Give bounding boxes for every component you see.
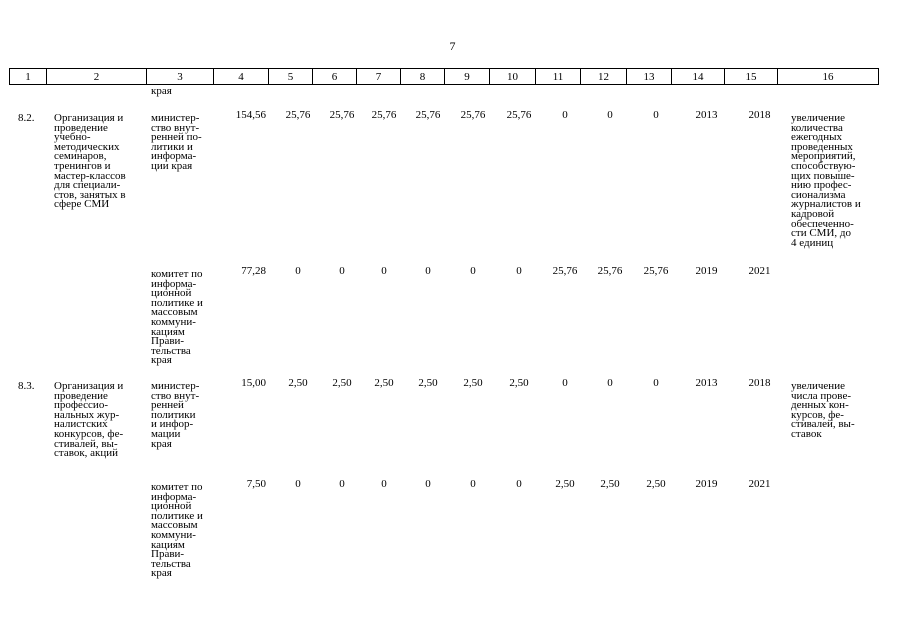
start-year: 2013 [695, 109, 718, 121]
column-header-11: 11 [536, 69, 581, 85]
year-value: 0 [562, 109, 568, 121]
activity-title-line: учебно- [54, 131, 91, 144]
end-year: 2021 [748, 265, 771, 277]
executor-line: края [151, 437, 172, 450]
executor-line: массовым [151, 519, 198, 532]
expected-result-line: стивалей, вы- [791, 418, 855, 431]
expected-result [791, 382, 879, 440]
executor [151, 114, 217, 172]
expected-result-line: сти СМИ, до [791, 227, 851, 240]
year-value: 2,50 [418, 377, 438, 389]
executor-line: министер- [151, 112, 200, 124]
column-header-4: 4 [214, 69, 269, 85]
executor-line: и инфор- [151, 418, 194, 431]
column-header-3: 3 [147, 69, 214, 85]
executor [151, 270, 217, 366]
year-value: 0 [381, 265, 387, 277]
activity-title-line: конкурсов, фе- [54, 427, 124, 440]
year-value: 25,76 [643, 265, 669, 277]
year-value: 2,50 [509, 377, 529, 389]
column-header-row [9, 68, 879, 85]
executor-line: комитет по [151, 268, 203, 280]
activity-title-line: проведение [54, 389, 108, 402]
executor-line: информа- [151, 150, 197, 163]
expected-result-line: обеспеченно- [791, 217, 854, 230]
activity-title-line: стивалей, вы- [54, 437, 118, 450]
activity-title-line: ставок, акций [54, 447, 119, 460]
total-amount: 15,00 [241, 377, 266, 389]
column-header-6: 6 [313, 69, 357, 85]
executor-line: литики и [151, 140, 193, 153]
year-value: 0 [562, 377, 568, 389]
activity-title-line: тренингов и [54, 159, 111, 172]
year-value: 0 [381, 478, 387, 490]
executor-line: мации [151, 427, 181, 440]
activity-title [54, 114, 140, 210]
row-number: 8.2. [18, 112, 35, 124]
expected-result-line: ежегодных [791, 131, 843, 144]
year-value: 2,50 [332, 377, 352, 389]
expected-result-line: сионализма [791, 188, 846, 201]
column-header-10: 10 [490, 69, 536, 85]
year-value: 25,76 [415, 109, 441, 121]
year-value: 0 [470, 265, 476, 277]
end-year: 2018 [748, 109, 771, 121]
executor [151, 483, 217, 579]
continuation-text: края [151, 85, 172, 97]
year-value: 0 [607, 109, 613, 121]
column-header-5: 5 [269, 69, 313, 85]
total-amount: 7,50 [246, 478, 266, 490]
activity-title-line: профессио- [54, 399, 108, 412]
executor-line: ционной [151, 287, 192, 300]
activity-title [54, 382, 140, 459]
end-year: 2021 [748, 478, 771, 490]
executor-line: министер- [151, 380, 200, 392]
activity-title-line: сфере СМИ [54, 198, 110, 211]
executor-line: политике и [151, 296, 203, 309]
expected-result-line: увеличение [791, 112, 845, 124]
expected-result-line: журналистов и [791, 198, 861, 211]
year-value: 0 [339, 478, 345, 490]
year-value: 0 [295, 265, 301, 277]
expected-result-line: ставок [791, 427, 822, 440]
executor-line: кациям [151, 325, 185, 338]
year-value: 0 [339, 265, 345, 277]
executor-line: комитет по [151, 481, 203, 493]
year-value: 25,76 [371, 109, 397, 121]
executor-line: тельства [151, 344, 191, 357]
expected-result-line: увеличение [791, 380, 845, 392]
executor-line: коммуни- [151, 315, 196, 328]
column-header-7: 7 [357, 69, 401, 85]
column-header-15: 15 [725, 69, 778, 85]
page-number: 7 [449, 39, 456, 53]
executor-line: ство внут- [151, 121, 200, 134]
executor-line: политике и [151, 509, 203, 522]
year-value: 0 [425, 265, 431, 277]
activity-title-line: Организация и [54, 380, 124, 392]
year-value: 25,76 [285, 109, 311, 121]
year-value: 25,76 [460, 109, 486, 121]
expected-result-line: нию профес- [791, 179, 852, 192]
year-value: 0 [425, 478, 431, 490]
column-header-1: 1 [10, 69, 47, 85]
executor-line: политики [151, 408, 196, 421]
column-header-9: 9 [445, 69, 490, 85]
start-year: 2013 [695, 377, 718, 389]
year-value: 0 [653, 109, 659, 121]
year-value: 0 [516, 478, 522, 490]
executor-line: ренней по- [151, 131, 202, 144]
total-amount: 77,28 [241, 265, 266, 277]
expected-result-line: 4 единиц [791, 236, 834, 249]
executor [151, 382, 217, 449]
column-header-13: 13 [627, 69, 672, 85]
executor-line: коммуни- [151, 528, 196, 541]
activity-title-line: мастер-классов [54, 169, 126, 182]
year-value: 2,50 [463, 377, 483, 389]
executor-line: Прави- [151, 335, 185, 348]
expected-result-line: денных кон- [791, 399, 849, 412]
year-value: 0 [653, 377, 659, 389]
activity-title-line: стов, занятых в [54, 188, 126, 201]
executor-line: ство внут- [151, 389, 200, 402]
executor-line: края [151, 567, 172, 580]
expected-result-line: способствую- [791, 159, 856, 172]
activity-title-line: для специали- [54, 179, 121, 192]
executor-line: массовым [151, 306, 198, 319]
executor-line: кациям [151, 538, 185, 551]
year-value: 0 [516, 265, 522, 277]
column-header-8: 8 [401, 69, 445, 85]
expected-result-line: кадровой [791, 207, 835, 220]
expected-result-line: количества [791, 121, 843, 134]
year-value: 25,76 [506, 109, 532, 121]
executor-line: информа- [151, 490, 197, 503]
year-value: 0 [470, 478, 476, 490]
year-value: 25,76 [329, 109, 355, 121]
executor-line: информа- [151, 277, 197, 290]
activity-title-line: нальных жур- [54, 408, 120, 421]
executor-line: тельства [151, 557, 191, 570]
activity-title-line: методических [54, 140, 120, 153]
expected-result-line: проведенных [791, 140, 853, 153]
year-value: 25,76 [597, 265, 623, 277]
column-header-16: 16 [778, 69, 879, 85]
activity-title-line: семинаров, [54, 150, 107, 163]
expected-result-line: мероприятий, [791, 150, 856, 163]
column-header-2: 2 [47, 69, 147, 85]
year-value: 25,76 [552, 265, 578, 277]
year-value: 2,50 [374, 377, 394, 389]
end-year: 2018 [748, 377, 771, 389]
column-header-12: 12 [581, 69, 627, 85]
expected-result [791, 114, 879, 248]
year-value: 2,50 [288, 377, 308, 389]
column-header-14: 14 [672, 69, 725, 85]
year-value: 0 [607, 377, 613, 389]
row-number: 8.3. [18, 380, 35, 392]
year-value: 2,50 [555, 478, 575, 490]
activity-title-line: проведение [54, 121, 108, 134]
year-value: 2,50 [600, 478, 620, 490]
executor-line: края [151, 354, 172, 367]
activity-title-line: Организация и [54, 112, 124, 124]
executor-line: ренней [151, 399, 184, 412]
executor-line: ции края [151, 159, 193, 172]
activity-title-line: налистских [54, 418, 108, 431]
start-year: 2019 [695, 478, 718, 490]
executor-line: ционной [151, 500, 192, 513]
year-value: 0 [295, 478, 301, 490]
expected-result-line: щих повыше- [791, 169, 855, 182]
total-amount: 154,56 [235, 109, 266, 121]
expected-result-line: числа прове- [791, 389, 851, 402]
expected-result-line: курсов, фе- [791, 408, 844, 421]
year-value: 2,50 [646, 478, 666, 490]
executor-line: Прави- [151, 548, 185, 561]
start-year: 2019 [695, 265, 718, 277]
